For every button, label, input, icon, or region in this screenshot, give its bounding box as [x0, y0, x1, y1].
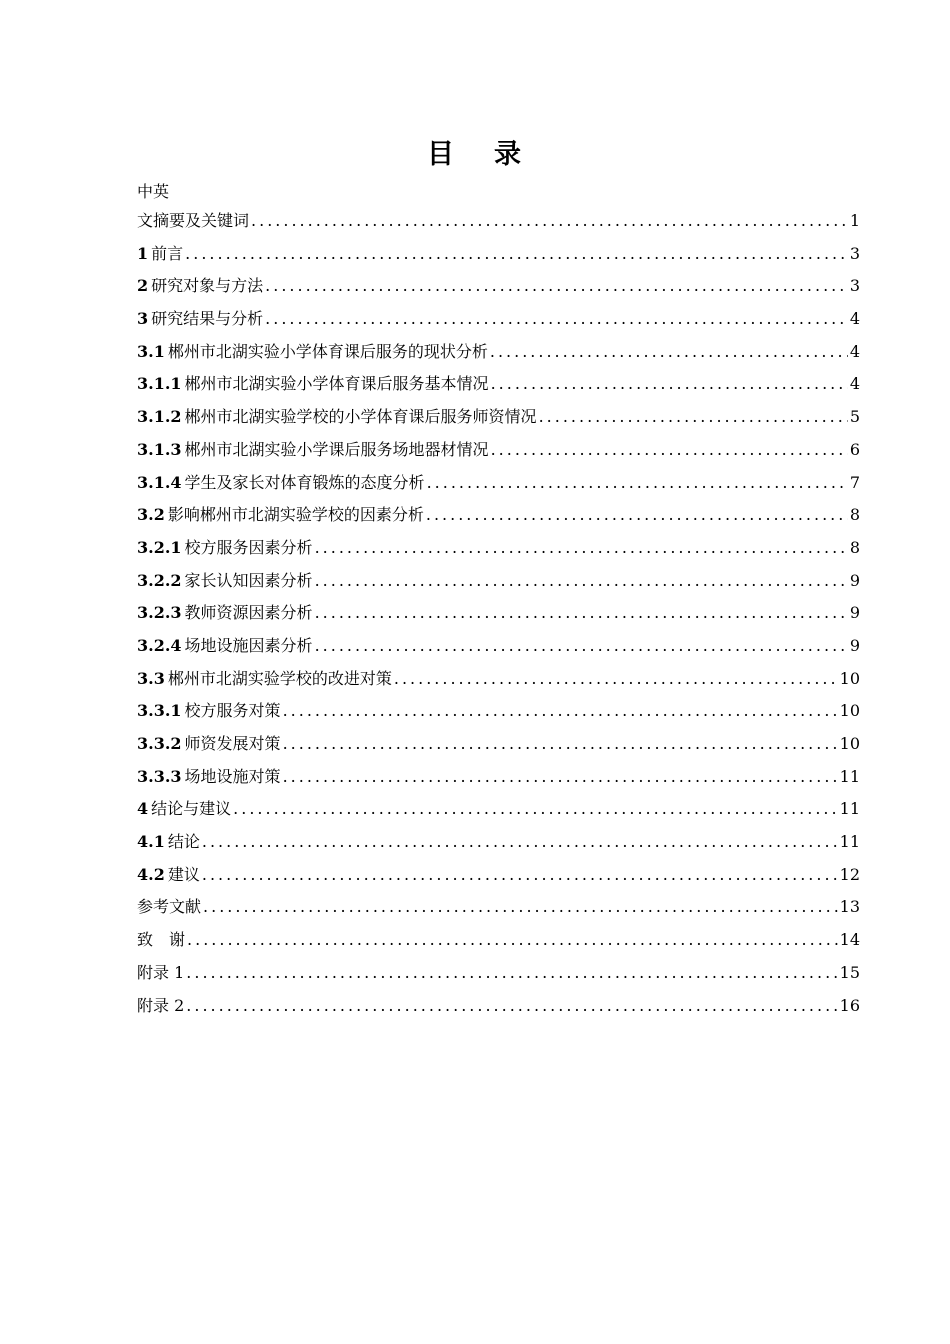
toc-entry[interactable]	[137, 437, 860, 470]
toc-entry-page: 11	[839, 799, 860, 819]
toc-entry[interactable]	[137, 666, 860, 699]
toc-dot-leader	[283, 734, 838, 753]
toc-entry-number: 1	[137, 243, 149, 263]
toc-dot-leader	[283, 701, 838, 720]
toc-entry-page: 9	[849, 603, 860, 623]
toc-entry-number: 4.2	[137, 864, 165, 884]
toc-entry-number: 3.2.4	[137, 635, 182, 655]
toc-dot-leader	[315, 538, 848, 557]
toc-dot-leader	[427, 473, 848, 492]
toc-dot-leader	[187, 930, 838, 949]
toc-entry-page: 11	[839, 766, 860, 786]
toc-entry-page: 13	[839, 897, 860, 917]
toc-entry-number: 3.3.2	[137, 734, 182, 753]
toc-entry-label: 附录 2	[137, 995, 185, 1015]
toc-entry-label: 建议	[167, 864, 200, 884]
toc-entry[interactable]	[137, 339, 860, 372]
toc-entry-page: 8	[849, 537, 860, 557]
toc-entry[interactable]	[137, 502, 860, 535]
toc-entry-page: 10	[839, 734, 860, 753]
toc-dot-leader	[185, 244, 848, 263]
toc-entry-page: 10	[839, 668, 860, 688]
toc-entry-page: 4	[849, 374, 860, 394]
toc-entry-number: 3.3.1	[137, 701, 182, 721]
toc-entry-page: 4	[849, 341, 860, 361]
toc-entry-label: 郴州市北湖实验小学课后服务场地器材情况	[184, 439, 489, 459]
toc-dot-leader	[491, 374, 848, 393]
toc-entry-number: 3.2.1	[137, 537, 182, 557]
toc-entry[interactable]	[137, 698, 860, 731]
toc-entry-number: 3.2.3	[137, 603, 182, 623]
toc-entry[interactable]	[137, 306, 860, 339]
toc-entry-page: 3	[849, 276, 860, 296]
toc-entry-number: 3.1	[137, 341, 165, 361]
toc-entry-label: 家长认知因素分析	[184, 570, 313, 590]
toc-entry[interactable]	[137, 273, 860, 306]
toc-entry-page: 4	[849, 309, 860, 329]
toc-entry-page: 9	[849, 635, 860, 655]
toc-entry[interactable]	[137, 764, 860, 797]
toc-dot-leader	[315, 571, 848, 590]
toc-entry-label: 校方服务因素分析	[184, 537, 313, 557]
toc-dot-leader	[539, 407, 848, 426]
toc-dot-leader	[265, 309, 848, 328]
toc-entry-page: 12	[839, 864, 860, 884]
toc-entry-page: 10	[839, 701, 860, 721]
toc-entry[interactable]	[137, 568, 860, 601]
toc-entry-label: 附录 1	[137, 962, 185, 982]
toc-dot-leader	[233, 799, 837, 818]
title-char-right: 录	[494, 139, 523, 170]
toc-entry[interactable]	[137, 731, 860, 764]
toc-dot-leader	[202, 865, 838, 884]
toc-entry-page: 8	[849, 505, 860, 525]
toc-dot-leader	[251, 211, 848, 230]
toc-entry-label: 影响郴州市北湖实验学校的因素分析	[167, 505, 424, 525]
table-of-contents	[137, 208, 860, 1025]
toc-entry-page: 11	[839, 832, 860, 852]
toc-entry-page: 6	[849, 439, 860, 459]
toc-entry-label: 文摘要及关键词	[137, 211, 250, 230]
toc-dot-leader	[202, 832, 838, 851]
toc-entry-label: 郴州市北湖实验小学体育课后服务的现状分析	[167, 341, 488, 361]
toc-entry[interactable]	[137, 960, 860, 993]
toc-entry-label: 致 谢	[137, 930, 186, 950]
toc-entry-page: 15	[839, 962, 860, 982]
toc-entry[interactable]	[137, 829, 860, 862]
toc-entry[interactable]	[137, 371, 860, 404]
toc-entry-label: 前言	[151, 243, 184, 263]
toc-entry[interactable]	[137, 535, 860, 568]
title-char-left: 目	[427, 139, 456, 170]
toc-entry-number: 3.1.4	[137, 472, 182, 492]
toc-dot-leader	[394, 669, 838, 688]
toc-entry-page: 16	[839, 995, 860, 1015]
toc-dot-leader	[490, 342, 848, 361]
toc-entry-label: 结论	[167, 832, 200, 852]
toc-entry-label: 郴州市北湖实验学校的小学体育课后服务师资情况	[184, 407, 537, 427]
toc-dot-leader	[315, 603, 848, 622]
toc-entry-page: 14	[839, 930, 860, 950]
toc-entry-page: 3	[849, 243, 860, 263]
toc-entry[interactable]	[137, 993, 860, 1026]
toc-entry-page: 5	[849, 407, 860, 427]
toc-entry-number: 3.1.2	[137, 407, 182, 427]
toc-entry[interactable]	[137, 404, 860, 437]
toc-dot-leader	[491, 440, 848, 459]
toc-pre-line: 中英	[137, 182, 170, 201]
toc-entry-label: 校方服务对策	[184, 701, 281, 721]
toc-dot-leader	[315, 636, 848, 655]
toc-entry-label: 场地设施因素分析	[184, 635, 313, 655]
toc-dot-leader	[186, 963, 837, 982]
toc-entry[interactable]	[137, 862, 860, 895]
toc-entry-label: 教师资源因素分析	[184, 603, 313, 623]
toc-entry-number: 3.1.3	[137, 439, 182, 459]
toc-entry-label: 参考文献	[137, 897, 202, 917]
toc-dot-leader	[283, 767, 838, 786]
toc-dot-leader	[186, 996, 837, 1015]
toc-entry-number: 3	[137, 309, 149, 329]
toc-entry-number: 4.1	[137, 832, 165, 852]
toc-entry-number: 3.2.2	[137, 570, 182, 590]
toc-entry-number: 2	[137, 276, 149, 296]
toc-dot-leader	[265, 276, 848, 295]
toc-entry-page: 1	[849, 211, 860, 230]
toc-entry[interactable]	[137, 796, 860, 829]
toc-entry-number: 3.2	[137, 505, 165, 525]
page-title	[0, 132, 950, 171]
toc-entry[interactable]	[137, 927, 860, 960]
toc-entry-number: 3.3.3	[137, 766, 182, 786]
toc-entry[interactable]	[137, 600, 860, 633]
toc-entry[interactable]	[137, 241, 860, 274]
toc-entry[interactable]	[137, 894, 860, 927]
toc-entry-label: 结论与建议	[151, 799, 232, 819]
toc-entry[interactable]	[137, 208, 860, 241]
toc-entry-label: 研究对象与方法	[151, 276, 264, 296]
toc-entry-number: 4	[137, 799, 149, 819]
toc-entry-label: 师资发展对策	[184, 734, 281, 753]
toc-entry[interactable]	[137, 633, 860, 666]
toc-entry-page: 9	[849, 570, 860, 590]
toc-entry-page: 7	[849, 472, 860, 492]
toc-entry[interactable]	[137, 470, 860, 503]
toc-entry-number: 3.3	[137, 668, 165, 688]
toc-entry-label: 研究结果与分析	[151, 309, 264, 329]
toc-entry-label: 场地设施对策	[184, 766, 281, 786]
toc-entry-label: 郴州市北湖实验学校的改进对策	[167, 668, 392, 688]
toc-dot-leader	[426, 505, 848, 524]
toc-entry-label: 郴州市北湖实验小学体育课后服务基本情况	[184, 374, 489, 394]
toc-entry-number: 3.1.1	[137, 374, 182, 394]
toc-dot-leader	[203, 897, 838, 916]
toc-entry-label: 学生及家长对体育锻炼的态度分析	[184, 472, 425, 492]
